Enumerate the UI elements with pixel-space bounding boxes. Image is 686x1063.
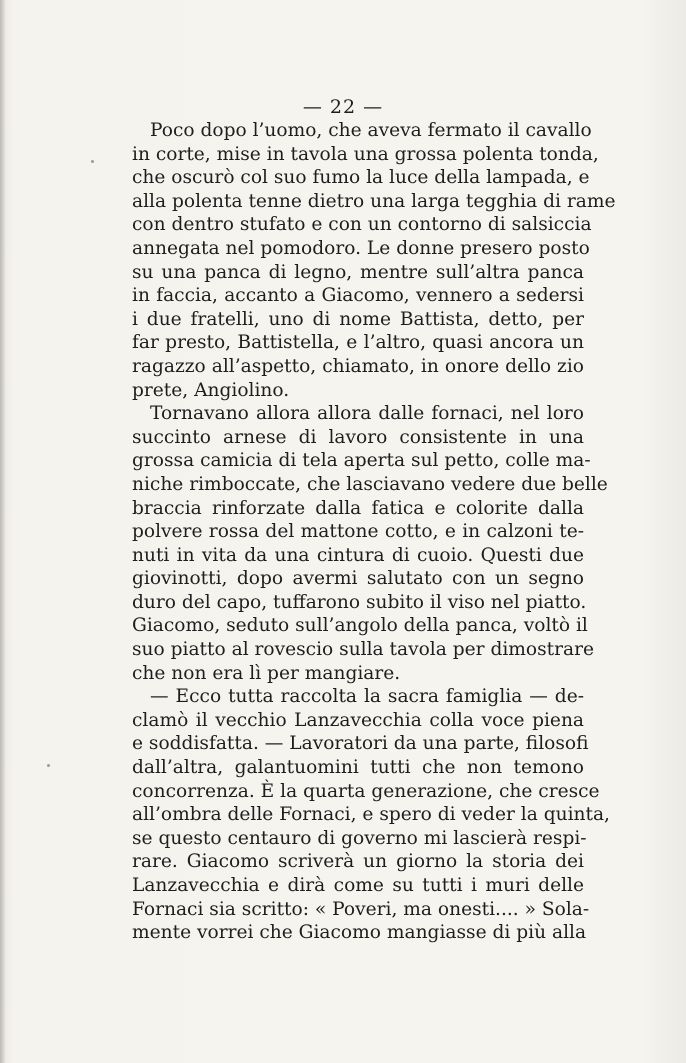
- text-line: in faccia, accanto a Giacomo, vennero a sedersi: [132, 285, 584, 307]
- text-line: Lanzavecchia e dirà come su tutti i muri delle: [132, 875, 584, 896]
- text-line: succinto arnese di lavoro consistente in una: [132, 426, 584, 448]
- text-line: ragazzo all’aspetto, chiamato, in onore dello zio: [132, 355, 584, 377]
- text-line: dall’altra, galantuomini tutti che non temono: [132, 757, 584, 779]
- text-line: polvere rossa del mattone cotto, e in calzoni te-: [132, 521, 584, 543]
- text-line: nuti in vita da una cintura di cuoio. Questi due: [132, 544, 584, 566]
- text-line: Giacomo, seduto sull’angolo della panca, voltò il: [132, 615, 588, 637]
- text-line: far presto, Battistella, e l’altro, quasi ancora un: [132, 332, 584, 354]
- text-line: se questo centauro di governo mi lascierà respi-: [132, 827, 587, 849]
- text-line: Fornaci sia scritto: « Poveri, ma onesti.... » Sola-: [132, 898, 590, 920]
- text-line: — Ecco tutta raccolta la sacra famiglia — de-: [150, 686, 584, 708]
- body-text: [132, 119, 616, 945]
- text-line: Tornavano allora allora dalle fornaci, nel loro: [150, 403, 584, 425]
- text-line: e soddisfatta. — Lavoratori da una parte, filosofi: [132, 733, 589, 755]
- text-line: giovinotti, dopo avermi salutato con un segno: [132, 568, 584, 590]
- text-line: grossa camicia di tela aperta sul petto, colle ma-: [132, 450, 591, 472]
- text-line: prete, Angiolino.: [132, 379, 290, 401]
- text-line: duro del capo, tuffarono subito il viso nel piatto.: [132, 591, 587, 613]
- text-line: rare. Giacomo scriverà un giorno la storia dei: [132, 851, 584, 873]
- text-line: mente vorrei che Giacomo mangiasse di più alla: [132, 922, 587, 944]
- page-number: — 22 —: [302, 96, 384, 118]
- spine-shadow: [0, 0, 6, 1063]
- text-line: che non era lì per mangiare.: [132, 662, 401, 684]
- text-line: Poco dopo l’uomo, che aveva fermato il cavallo: [150, 120, 592, 141]
- text-line: suo piatto al rovescio sulla tavola per dimostrare: [132, 639, 595, 661]
- paper-speck: [91, 160, 94, 163]
- text-line: braccia rinforzate dalla fatica e colorite dalla: [132, 497, 584, 519]
- text-line: con dentro stufato e con un contorno di salsiccia: [132, 214, 592, 236]
- text-line: concorrenza. È la quarta generazione, che cresce: [132, 780, 600, 802]
- text-line: che oscurò col suo fumo la luce della lampada, e: [132, 167, 590, 189]
- paper-speck: [47, 764, 50, 767]
- text-line: in corte, mise in tavola una grossa polenta tonda,: [132, 143, 599, 165]
- text-line: annegata nel pomodoro. Le donne presero posto: [132, 237, 590, 259]
- text-line: alla polenta tenne dietro una larga tegghia di rame: [132, 190, 616, 212]
- text-line: niche rimboccate, che lasciavano vedere due belle: [132, 473, 608, 495]
- text-line: su una panca di legno, mentre sull’altra panca: [132, 261, 584, 283]
- text-line: clamò il vecchio Lanzavecchia colla voce piena: [132, 709, 584, 731]
- text-line: all’ombra delle Fornaci, e spero di veder la quinta,: [132, 804, 610, 826]
- text-line: i due fratelli, uno di nome Battista, detto, per: [132, 308, 584, 330]
